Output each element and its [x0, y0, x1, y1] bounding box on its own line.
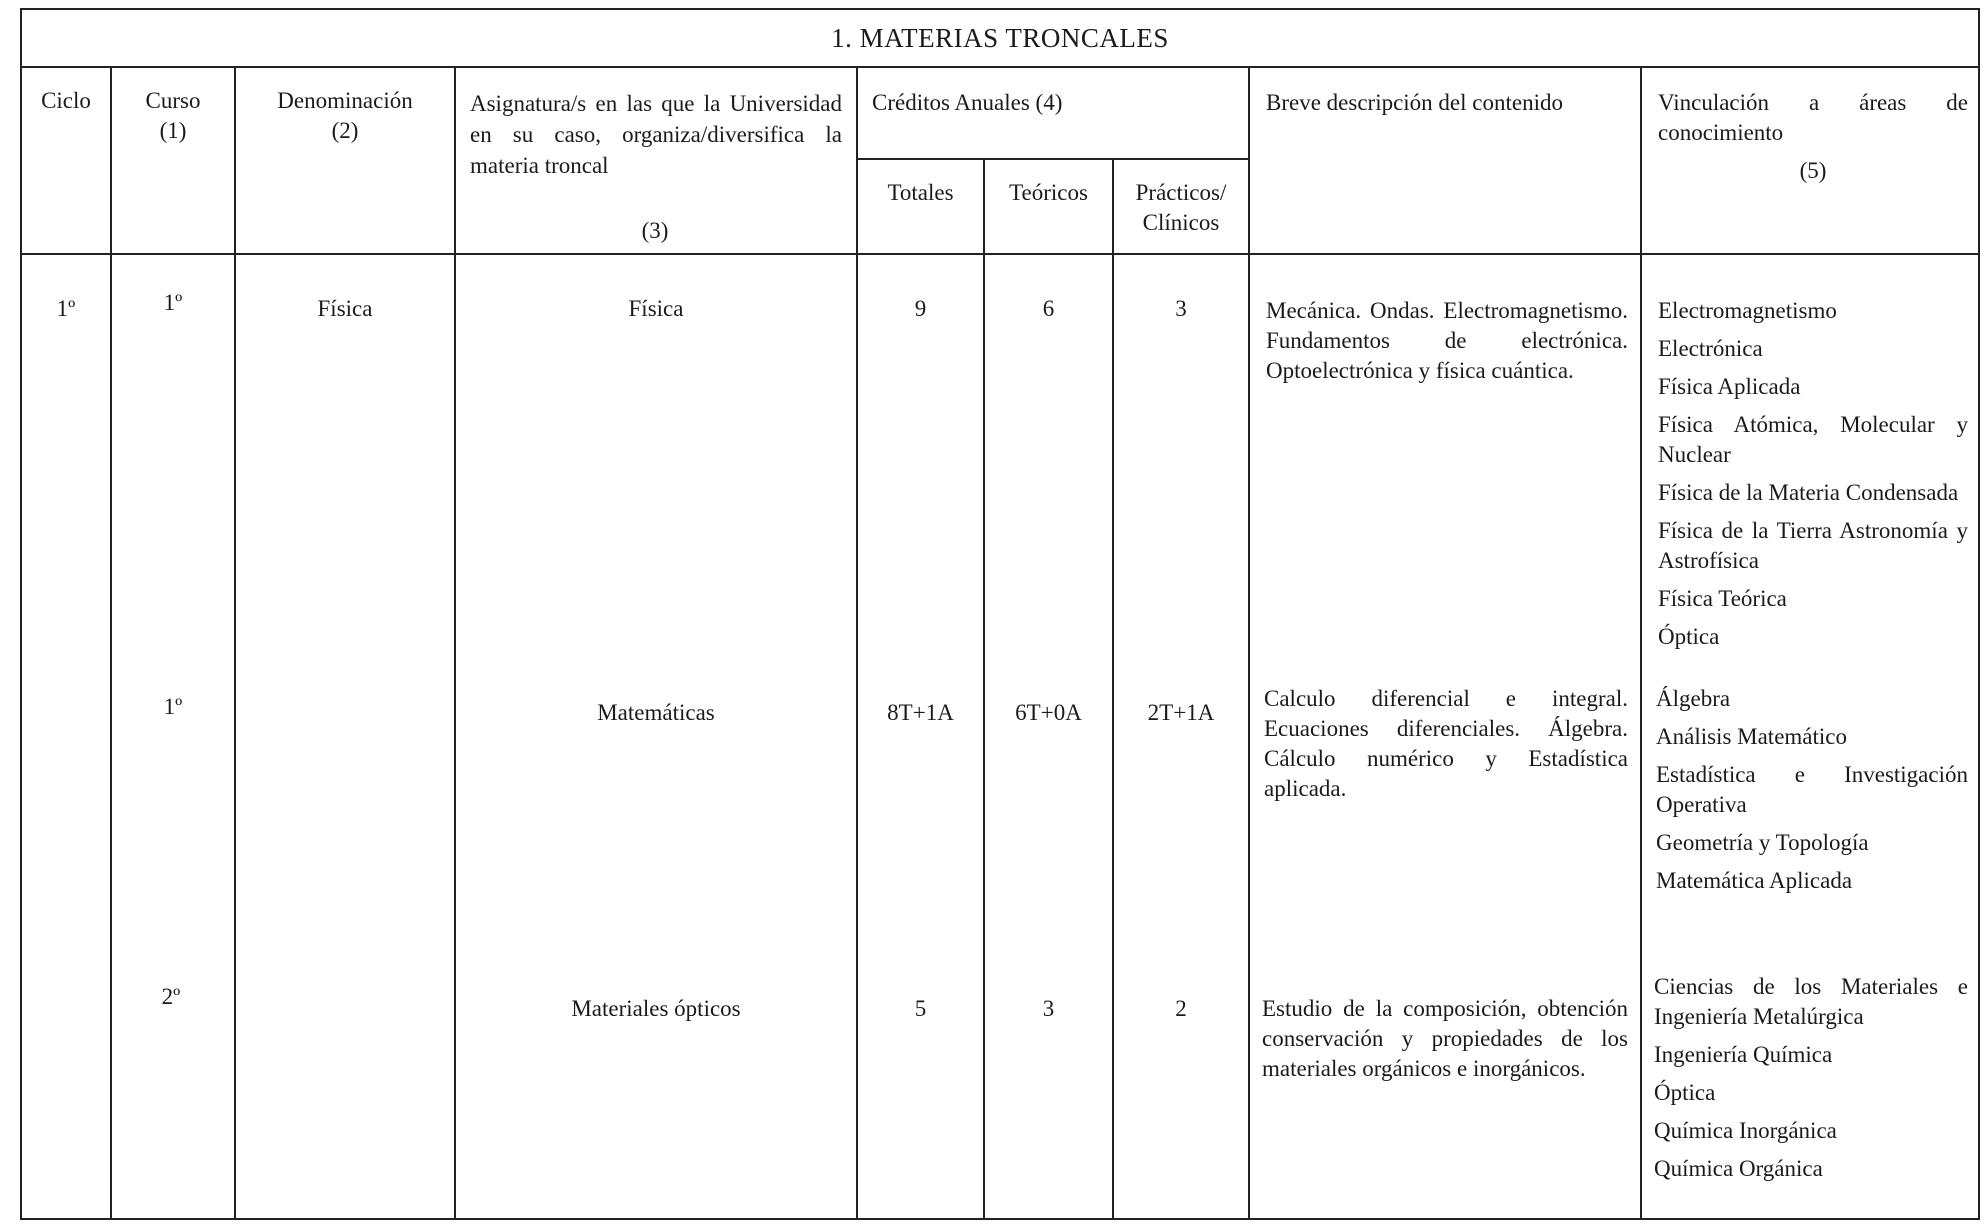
header-totales: Totales [887, 180, 954, 205]
header-vinculacion: Vinculación a áreas de conocimiento [1658, 90, 1968, 145]
rule-denominacion [454, 66, 456, 1220]
area-item: Análisis Matemático [1656, 724, 1847, 749]
row1-totales: 9 [914, 296, 927, 321]
table-title: 1. MATERIAS TRONCALES [20, 8, 1980, 66]
row3-practicos: 2 [1175, 996, 1187, 1021]
row1-curso: 1º [163, 290, 183, 315]
header-asignaturas-note: (3) [641, 218, 669, 243]
rule-table-bottom [20, 1218, 1980, 1220]
area-item: Ciencias de los Materiales e Ingeniería Metalúrgica [1654, 974, 1968, 1029]
header-curso: Curso (1) [145, 88, 201, 143]
rule-practicos [1248, 66, 1250, 1220]
row1-descripcion: Mecánica. Ondas. Electromagnetismo. Fundamentos de electrónica. Optoelectrónica y física cuántica. [1266, 298, 1628, 383]
row2-practicos: 2T+1A [1147, 700, 1215, 725]
row3-areas [1654, 972, 1968, 1192]
row1-asignatura: Física [628, 296, 684, 321]
rule-below-title [20, 66, 1980, 68]
header-denominacion: Denominación (2) [277, 88, 413, 143]
row1-ciclo: 1º [56, 296, 76, 321]
rule-curso [234, 66, 236, 1220]
area-item: Álgebra [1656, 686, 1731, 711]
area-item: Física Aplicada [1658, 374, 1801, 399]
row3-curso: 2º [161, 984, 181, 1009]
row3-descripcion: Estudio de la composición, obtención conservación y propiedades de los materiales orgánicos e inorgánicos. [1262, 996, 1628, 1081]
row3-asignatura: Materiales ópticos [571, 996, 741, 1021]
rule-asignatura [856, 66, 858, 1220]
row2-asignatura: Matemáticas [597, 700, 715, 725]
rule-ciclo [110, 66, 112, 1220]
row2-descripcion: Calculo diferencial e integral. Ecuaciones diferenciales. Álgebra. Cálculo numérico y Estadística aplicada. [1264, 686, 1628, 801]
area-item: Ingeniería Química [1654, 1042, 1833, 1067]
area-item: Física Teórica [1658, 586, 1787, 611]
rule-left [20, 8, 22, 1220]
header-creditos-anuales: Créditos Anuales (4) [872, 90, 1063, 115]
header-practicos: Prácticos/ Clínicos [1135, 180, 1227, 235]
area-item: Electrónica [1658, 336, 1763, 361]
row1-practicos: 3 [1175, 296, 1187, 321]
header-ciclo: Ciclo [41, 88, 91, 113]
area-item: Óptica [1654, 1080, 1716, 1105]
row1-teoricos: 6 [1042, 296, 1055, 321]
area-item: Estadística e Investigación Operativa [1656, 762, 1968, 817]
row2-curso: 1º [163, 694, 183, 719]
rule-creditos-split [856, 158, 1248, 160]
header-teoricos: Teóricos [1009, 180, 1088, 205]
row3-teoricos: 3 [1042, 996, 1055, 1021]
header-asignaturas: Asignatura/s en las que la Universidad en su caso, organiza/diversifica la materia troncal [470, 91, 842, 178]
area-item: Química Orgánica [1654, 1156, 1823, 1181]
area-item: Óptica [1658, 624, 1720, 649]
area-item: Física de la Materia Condensada [1658, 480, 1959, 505]
rule-descripcion [1640, 66, 1642, 1220]
row2-teoricos: 6T+0A [1015, 700, 1082, 725]
row2-totales: 8T+1A [887, 700, 954, 725]
area-item: Matemática Aplicada [1656, 868, 1853, 893]
rule-right [1978, 8, 1980, 1220]
area-item: Geometría y Topología [1656, 830, 1869, 855]
header-descripcion: Breve descripción del contenido [1266, 90, 1563, 115]
rule-header-bottom [20, 253, 1980, 255]
row1-denominacion: Física [317, 296, 373, 321]
area-item: Electromagnetismo [1658, 298, 1837, 323]
header-vinculacion-note: (5) [1799, 158, 1827, 183]
row1-areas [1658, 296, 1968, 660]
area-item: Química Inorgánica [1654, 1118, 1837, 1143]
area-item: Física de la Tierra Astronomía y Astrofísica [1658, 518, 1968, 573]
row2-areas [1656, 684, 1968, 904]
area-item: Física Atómica, Molecular y Nuclear [1658, 412, 1968, 467]
row3-totales: 5 [914, 996, 927, 1021]
